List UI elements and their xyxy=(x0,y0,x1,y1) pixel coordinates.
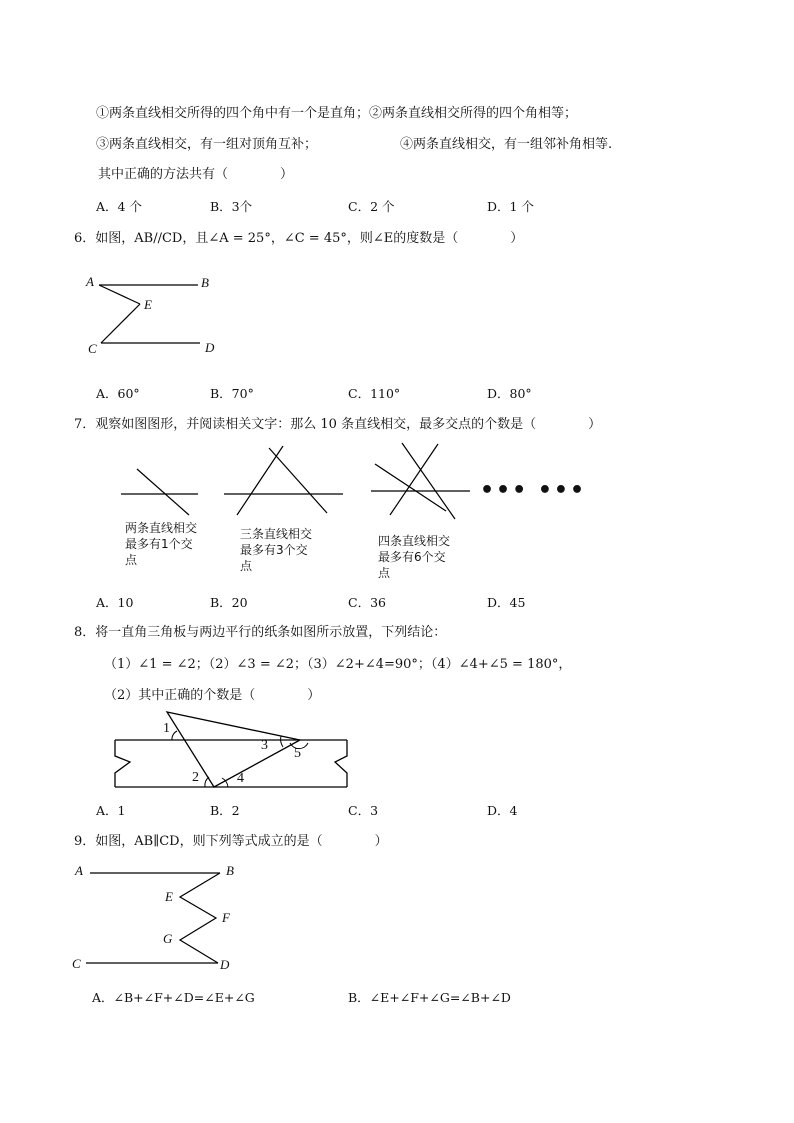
q8-option-b[interactable]: B．2 xyxy=(210,803,240,818)
q5-option-b[interactable]: B．3个 xyxy=(210,199,253,214)
q7-option-d[interactable]: D．45 xyxy=(487,595,526,610)
q6-option-b[interactable]: B．70° xyxy=(210,386,254,401)
q6-label-c: C xyxy=(88,341,97,356)
q8-option-a[interactable]: A．1 xyxy=(96,803,126,818)
q7-stem: 7．观察如图图形，并阅读相关文字：那么 10 条直线相交，最多交点的个数是（ ） xyxy=(74,417,602,432)
q6-label-e: E xyxy=(144,297,152,312)
q8-angle-3: 3 xyxy=(261,738,268,753)
q9-label-f: F xyxy=(222,910,230,925)
q9-option-b[interactable]: B．∠E+∠F+∠G=∠B+∠D xyxy=(348,990,511,1005)
q6-option-c[interactable]: C．110° xyxy=(348,386,401,401)
q8-option-d[interactable]: D．4 xyxy=(487,803,518,818)
q8-conclusions: （1）∠1 = ∠2；（2）∠3 = ∠2；（3）∠2+∠4=90°；（4）∠4+∠5 = 180°， xyxy=(104,657,572,672)
q8-angle-5: 5 xyxy=(294,746,301,761)
q5-question: 其中正确的方法共有（ ） xyxy=(98,167,294,182)
q7-option-c[interactable]: C．36 xyxy=(348,595,386,610)
q7-caption-3-lines: 三条直线相交最多有3个交点 xyxy=(240,527,313,573)
q8-angle-1: 1 xyxy=(163,721,170,736)
q9-label-c: C xyxy=(72,956,81,971)
q8-stem: 8．将一直角三角板与两边平行的纸条如图所示放置，下列结论： xyxy=(74,625,447,640)
q8-angle-4: 4 xyxy=(237,771,244,786)
q5-option-d[interactable]: D．1 个 xyxy=(487,199,534,214)
q6-label-a: A xyxy=(86,274,94,289)
q7-caption-2-lines: 两条直线相交最多有1个交点 xyxy=(125,521,198,567)
q9-label-a: A xyxy=(75,863,83,878)
q6-option-d[interactable]: D．80° xyxy=(487,386,532,401)
q5-option-c[interactable]: C．2 个 xyxy=(348,199,395,214)
q9-label-d: D xyxy=(220,957,230,972)
q5-statement-3: ③两条直线相交，有一组对顶角互补； xyxy=(96,137,318,152)
q9-label-e: E xyxy=(165,889,173,904)
q6-label-b: B xyxy=(201,275,209,290)
q6-option-a[interactable]: A．60° xyxy=(96,386,140,401)
q7-ellipsis: ••• ••• xyxy=(480,478,587,503)
q9-label-g: G xyxy=(163,931,173,946)
q8-angle-2: 2 xyxy=(192,770,199,785)
q5-statement-line1: ①两条直线相交所得的四个角中有一个是直角；②两条直线相交所得的四个角相等； xyxy=(96,106,578,121)
q8-question: （2）其中正确的个数是（ ） xyxy=(104,688,321,703)
q6-label-d: D xyxy=(205,340,215,355)
q9-label-b: B xyxy=(226,863,234,878)
q6-stem: 6．如图，AB//CD，且∠A = 25°，∠C = 45°，则∠E的度数是（ ） xyxy=(74,231,524,246)
q5-option-a[interactable]: A．4 个 xyxy=(96,199,142,214)
q8-option-c[interactable]: C．3 xyxy=(348,803,379,818)
q7-option-b[interactable]: B．20 xyxy=(210,595,248,610)
q9-option-a[interactable]: A．∠B+∠F+∠D=∠E+∠G xyxy=(92,990,255,1005)
q9-stem: 9．如图，AB∥CD，则下列等式成立的是（ ） xyxy=(74,834,388,849)
q7-caption-4-lines: 四条直线相交最多有6个交点 xyxy=(378,534,451,580)
q7-option-a[interactable]: A．10 xyxy=(96,595,134,610)
q5-statement-4: ④两条直线相交，有一组邻补角相等. xyxy=(400,137,613,152)
